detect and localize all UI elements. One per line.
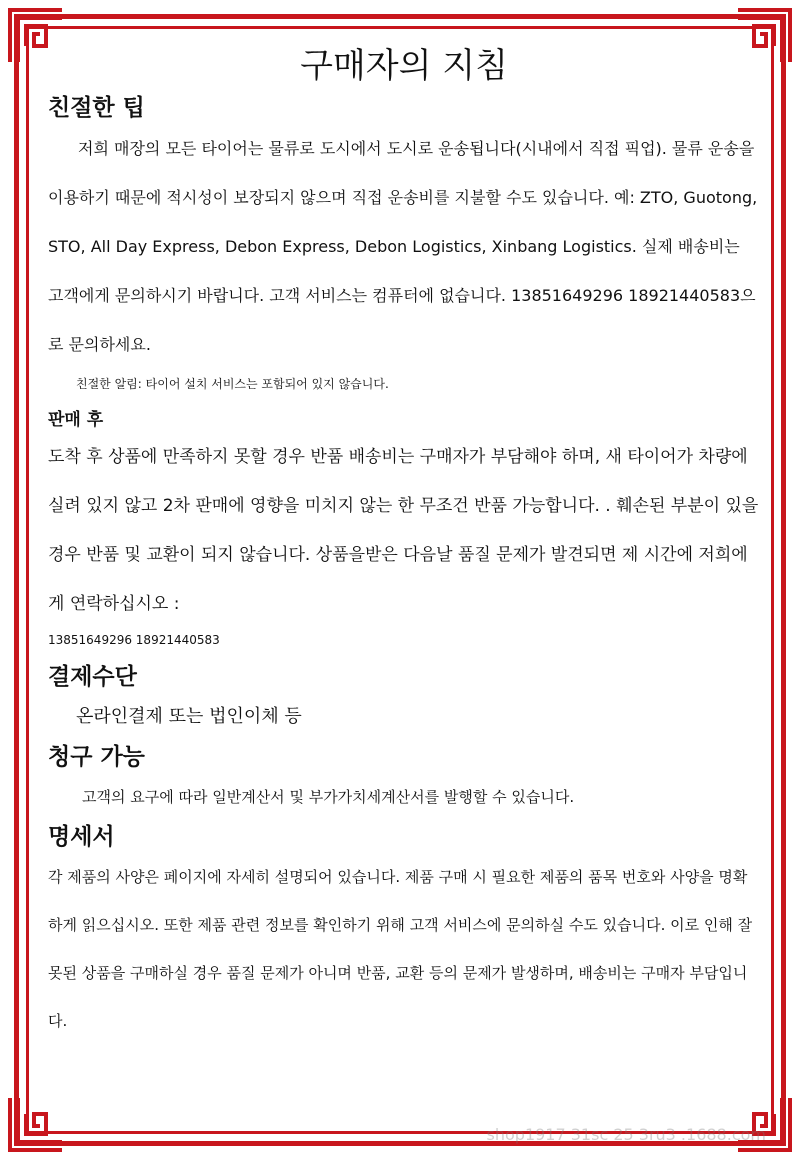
spec-heading: 명세서	[48, 824, 115, 850]
after-sale-phones: 13851649296 18921440583	[48, 633, 220, 647]
invoice-body: 고객의 요구에 따라 일반계산서 및 부가가치세계산서를 발행할 수 있습니다.	[82, 788, 575, 806]
shop-watermark: shop1917 31sc 25 3ru3 .1688.com	[486, 1125, 766, 1144]
payment-body: 온라인결제 또는 법인이체 등	[76, 706, 302, 727]
tips-heading: 친절한 팁	[48, 95, 145, 121]
after-sale-body: 도착 후 상품에 만족하지 못할 경우 반품 배송비는 구매자가 부담해야 하며, 새 타이어가 차량에 실려 있지 않고 2차 판매에 영향을 미치지 않는 한 무조건 반품 가능합니다. . 훼손된 부분이 있을 경우 반품 및 교환이 되지 않습니다. 상품을받은 다음날 품질 문제가 발견되면 제 시간에 저희에게 연락하십시오 :	[48, 447, 759, 614]
invoice-heading: 청구 가능	[48, 744, 145, 770]
page-title: 구매자의 지침	[300, 46, 508, 86]
guide-content	[48, 40, 760, 1045]
corner-ornament-icon	[6, 1094, 66, 1154]
after-sale-heading: 판매 후	[48, 410, 104, 430]
payment-heading: 결제수단	[48, 664, 137, 690]
spec-body: 각 제품의 사양은 페이지에 자세히 설명되어 있습니다. 제품 구매 시 필요한 제품의 품목 번호와 사양을 명확하게 읽으십시오. 또한 제품 관련 정보를 확인하기 위해 고객 서비스에 문의하실 수도 있습니다. 이로 인해 잘못된 상품을 구매하실 경우 품질 문제가 아니며 반품, 교환 등의 문제가 발생하며, 배송비는 구매자 부담입니다.	[48, 868, 753, 1030]
tips-body: 저희 매장의 모든 타이어는 물류로 도시에서 도시로 운송됩니다(시내에서 직접 픽업). 물류 운송을 이용하기 때문에 적시성이 보장되지 않으며 직접 운송비를 지불할 수도 있습니다. 예: ZTO, Guotong, STO, All Day Express, Debon Express, Debon Logistics, Xinbang Logistics. 실제 배송비는 고객에게 문의하시기 바랍니다. 고객 서비스는 컴퓨터에 없습니다. 13851649296 18921440583으로 문의하세요.	[48, 139, 758, 354]
tips-note: 친절한 알림: 타이어 설치 서비스는 포함되어 있지 않습니다.	[76, 377, 389, 391]
corner-ornament-icon	[734, 1094, 794, 1154]
